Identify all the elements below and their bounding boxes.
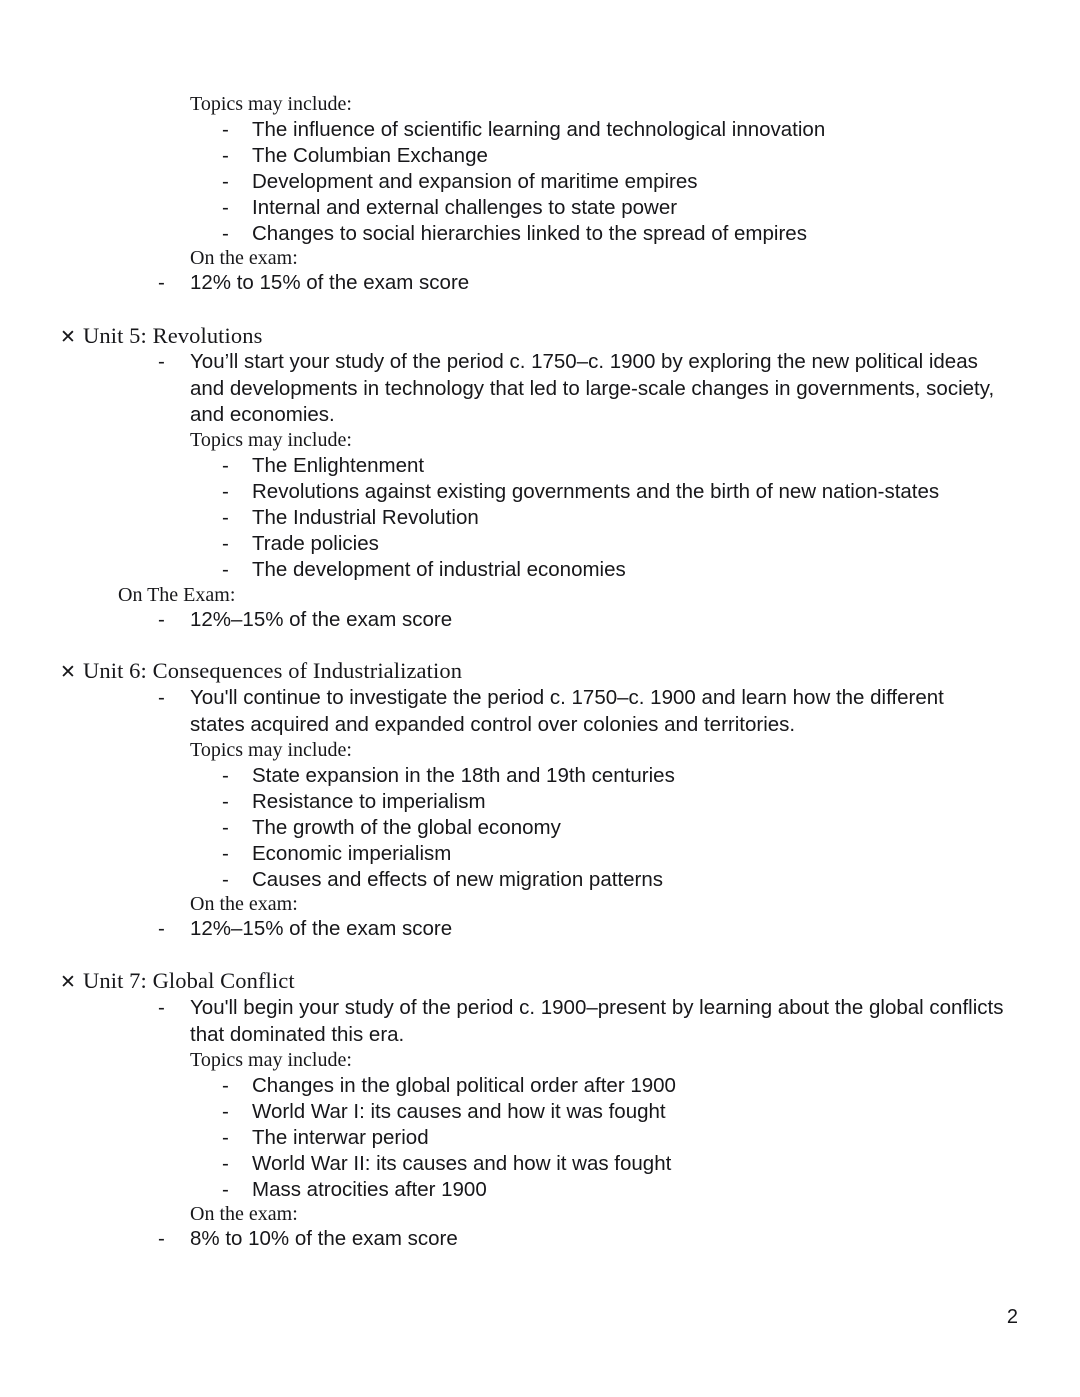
- dash-bullet-icon: -: [158, 996, 165, 1019]
- unit-intro-text: You’ll start your study of the period c. 1750–c. 1900 by exploring the new political ideas and developments in technology that led to large-scale changes in governments, society, and economies.: [190, 350, 995, 426]
- dash-bullet-icon: -: [222, 454, 229, 477]
- topic-item: [222, 143, 1012, 169]
- topic-item: [222, 531, 1012, 557]
- unit-intro-text: You'll begin your study of the period c. 1900–present by learning about the global conflicts that dominated this era.: [190, 996, 1004, 1046]
- cross-mark-icon: ✕: [60, 325, 77, 348]
- dash-bullet-icon: -: [222, 816, 229, 839]
- topic-text: The Industrial Revolution: [252, 506, 479, 529]
- dash-bullet-icon: -: [222, 222, 229, 245]
- dash-bullet-icon: -: [222, 1100, 229, 1123]
- exam-score-row: [158, 916, 858, 943]
- cross-mark-icon: ✕: [60, 660, 77, 683]
- topics-label: Topics may include:: [190, 429, 352, 451]
- dash-bullet-icon: -: [222, 144, 229, 167]
- dash-bullet-icon: -: [222, 532, 229, 555]
- exam-score-text: 12%–15% of the exam score: [190, 608, 453, 631]
- unit-heading-text: Unit 5: Revolutions: [83, 323, 263, 348]
- topic-text: The development of industrial economies: [252, 558, 626, 581]
- dash-bullet-icon: -: [222, 1178, 229, 1201]
- topic-item: [222, 117, 1012, 143]
- unit-heading: [60, 658, 820, 684]
- topic-text: Economic imperialism: [252, 842, 452, 865]
- exam-score-row: [158, 270, 858, 297]
- topic-item: [222, 1177, 1012, 1203]
- topic-item: [222, 505, 1012, 531]
- unit-intro-row: [158, 995, 1026, 1048]
- exam-label: On the exam:: [190, 1203, 298, 1225]
- topic-text: Trade policies: [252, 532, 379, 555]
- topic-text: The Columbian Exchange: [252, 144, 488, 167]
- dash-bullet-icon: -: [222, 1152, 229, 1175]
- topic-text: Changes in the global political order after 1900: [252, 1074, 676, 1097]
- topic-text: Development and expansion of maritime empires: [252, 170, 698, 193]
- topic-text: Resistance to imperialism: [252, 790, 486, 813]
- exam-score-text: 12%–15% of the exam score: [190, 917, 453, 940]
- unit-intro-text: You'll continue to investigate the period c. 1750–c. 1900 and learn how the different states acquired and expanded control over colonies and territories.: [190, 686, 944, 736]
- topic-item: [222, 195, 1012, 221]
- topic-item: [222, 1151, 1012, 1177]
- cross-mark-icon: ✕: [60, 970, 77, 993]
- dash-bullet-icon: -: [222, 558, 229, 581]
- exam-label: On the exam:: [190, 893, 298, 915]
- dash-bullet-icon: -: [222, 196, 229, 219]
- dash-bullet-icon: -: [222, 1074, 229, 1097]
- unit-heading-text: Unit 7: Global Conflict: [83, 968, 295, 993]
- topic-text: The Enlightenment: [252, 454, 425, 477]
- topic-item: [222, 867, 1012, 893]
- unit-heading: [60, 323, 760, 349]
- topic-item: [222, 453, 1012, 479]
- topic-text: World War I: its causes and how it was fought: [252, 1100, 666, 1123]
- page-number: 2: [1006, 1306, 1018, 1328]
- topic-item: [222, 221, 1012, 247]
- topics-label: Topics may include:: [190, 93, 352, 115]
- topics-label: Topics may include:: [190, 1049, 352, 1071]
- topic-text: Changes to social hierarchies linked to the spread of empires: [252, 222, 807, 245]
- topic-text: World War II: its causes and how it was fought: [252, 1152, 672, 1175]
- dash-bullet-icon: -: [158, 608, 165, 631]
- dash-bullet-icon: -: [222, 868, 229, 891]
- dash-bullet-icon: -: [222, 118, 229, 141]
- exam-score-text: 12% to 15% of the exam score: [190, 271, 470, 294]
- dash-bullet-icon: -: [222, 790, 229, 813]
- topic-text: The interwar period: [252, 1126, 429, 1149]
- topic-item: [222, 1099, 1012, 1125]
- unit-heading-text: Unit 6: Consequences of Industrialization: [83, 658, 463, 683]
- dash-bullet-icon: -: [158, 917, 165, 940]
- topic-text: State expansion in the 18th and 19th centuries: [252, 764, 675, 787]
- unit-intro-row: [158, 685, 988, 738]
- topics-label: Topics may include:: [190, 739, 352, 761]
- topic-item: [222, 1125, 1012, 1151]
- topic-text: Revolutions against existing governments and the birth of new nation-states: [252, 480, 940, 503]
- topic-text: The influence of scientific learning and technological innovation: [252, 118, 826, 141]
- exam-label: On the exam:: [190, 247, 298, 269]
- topic-item: [222, 479, 1012, 505]
- topic-item: [222, 557, 1012, 583]
- dash-bullet-icon: -: [222, 506, 229, 529]
- exam-label: On The Exam:: [118, 584, 236, 606]
- dash-bullet-icon: -: [158, 271, 165, 294]
- topic-text: Mass atrocities after 1900: [252, 1178, 487, 1201]
- exam-score-row: [158, 607, 858, 634]
- dash-bullet-icon: -: [158, 1227, 165, 1250]
- dash-bullet-icon: -: [158, 686, 165, 709]
- unit-heading: [60, 968, 760, 994]
- topic-text: Internal and external challenges to state power: [252, 196, 678, 219]
- dash-bullet-icon: -: [158, 350, 165, 373]
- topic-item: [222, 169, 1012, 195]
- topic-item: [222, 815, 1012, 841]
- dash-bullet-icon: -: [222, 842, 229, 865]
- topic-item: [222, 789, 1012, 815]
- exam-score-text: 8% to 10% of the exam score: [190, 1227, 458, 1250]
- dash-bullet-icon: -: [222, 764, 229, 787]
- topic-item: [222, 1073, 1012, 1099]
- dash-bullet-icon: -: [222, 480, 229, 503]
- unit-intro-row: [158, 349, 1003, 429]
- exam-score-row: [158, 1226, 858, 1253]
- topic-text: Causes and effects of new migration patterns: [252, 868, 663, 891]
- dash-bullet-icon: -: [222, 170, 229, 193]
- topic-item: [222, 763, 1012, 789]
- topic-item: [222, 841, 1012, 867]
- topic-text: The growth of the global economy: [252, 816, 561, 839]
- dash-bullet-icon: -: [222, 1126, 229, 1149]
